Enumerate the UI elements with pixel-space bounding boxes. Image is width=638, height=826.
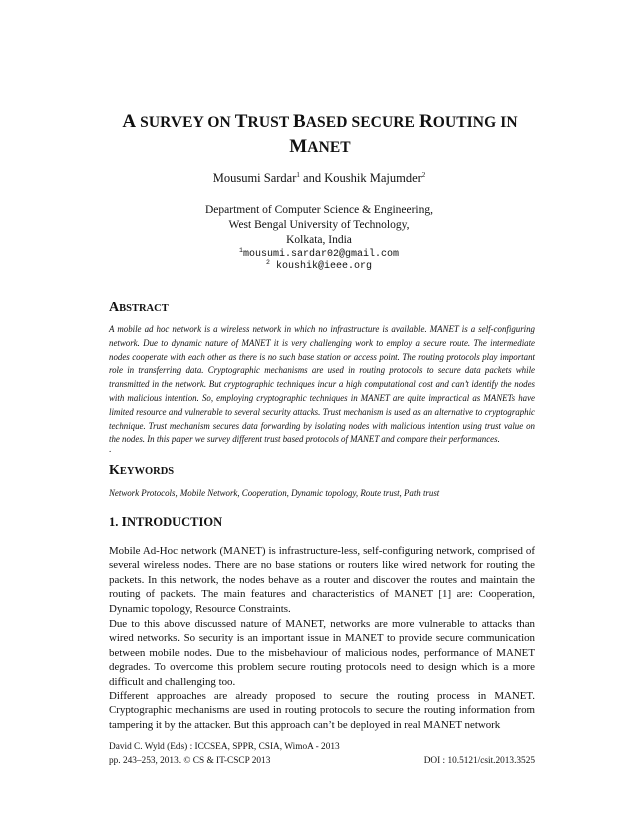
author-2-marker: 2 [421,171,426,179]
title-line-2: MANET [289,136,351,157]
abstract-text: A mobile ad hoc network is a wireless network in which no infrastructure is available. MANET is a self-configuring network. Due to dynamic nature of MANET it is very challenging work to employ a secure route. The intermediate nodes cooperate with each other as there is no such base station or access point. The routing protocols play important role in transferring data. Cryptographic mechanisms are used in routing protocols to secure data packets while transmitted in the network. But cryptographic techniques incur a high computational cost and can’t identify the nodes with malicious intention. So, employing cryptographic techniques in MANET are quite impractical as MANETs have limited resource and vulnerable to several security attacks. Trust mechanism is used as an alternative to cryptographic technique. Trust mechanism secures data forwarding by isolating nodes with malicious intention using trust value on the nodes. In this paper we survey different trust based protocols of MANET and compare their performances. [109,324,535,445]
footer-doi: DOI : 10.5121/csit.2013.3525 [423,756,535,766]
author-1-marker: 1 [296,171,300,179]
abstract-trailing-dot: . [109,444,112,454]
affiliation-line: West Bengal University of Technology, [228,219,410,231]
paper-title [100,110,540,160]
email-2: $^2$ koushik@ieee.org [266,259,372,272]
keywords-heading: KEYWORDS [109,463,175,478]
author-2: Koushik Majumder [324,171,422,185]
section-1-heading: 1. INTRODUCTION [109,515,223,530]
footer-pages: pp. 243–253, 2013. © CS & IT-CSCP 2013 DOI : 10.5121/csit.2013.3525 [109,756,535,766]
paragraph: Different approaches are already proposed to secure the routing process in MANET. Cryptographic mechanisms are used in routing protocols to secure the routing information from tampering it by the attacker. But this approach can’t be deployed in real MANET network [109,690,535,731]
keywords-text: Network Protocols, Mobile Network, Cooperation, Dynamic topology, Route trust, Path trust [109,488,440,498]
title-line-1: A SURVEY ON TRUST BASED SECURE ROUTING IN [122,111,518,132]
author-1: Mousumi Sardar [212,171,297,185]
email-1: $^1$mousumi.sardar02@gmail.com [239,247,399,260]
affiliation-line: Kolkata, India [286,234,352,246]
paragraph: Mobile Ad-Hoc network (MANET) is infrastructure-less, self-configuring network, comprised of several wireless nodes. There are no base stations or routers like wired network for routing the packets. In this network, the nodes behave as a router and discover the routes and maintain the routing of packets. The main features and characteristics of MANET [1] are: Cooperation, Dynamic topology, Resource Constraints. [109,545,535,615]
affiliation [0,203,638,248]
affiliation-line: Department of Computer Science & Engineering, [204,204,433,216]
abstract-heading: ABSTRACT [109,300,169,315]
footer-citation: David C. Wyld (Eds) : ICCSEA, SPPR, CSIA, WimoA - 2013 [109,742,340,752]
author-line: Mousumi Sardar$^1$ and Koushik Majumder$^2$ [212,171,426,185]
paragraph: Due to this above discussed nature of MANET, networks are more vulnerable to attacks than wired networks. So security is an important issue in MANET to provide secure communication between mobile nodes. Due to the misbehaviour of malicious nodes, performance of MANET degrades. To overcome this problem secure routing protocols need to design which is a more difficult and challenging too. [109,618,535,688]
